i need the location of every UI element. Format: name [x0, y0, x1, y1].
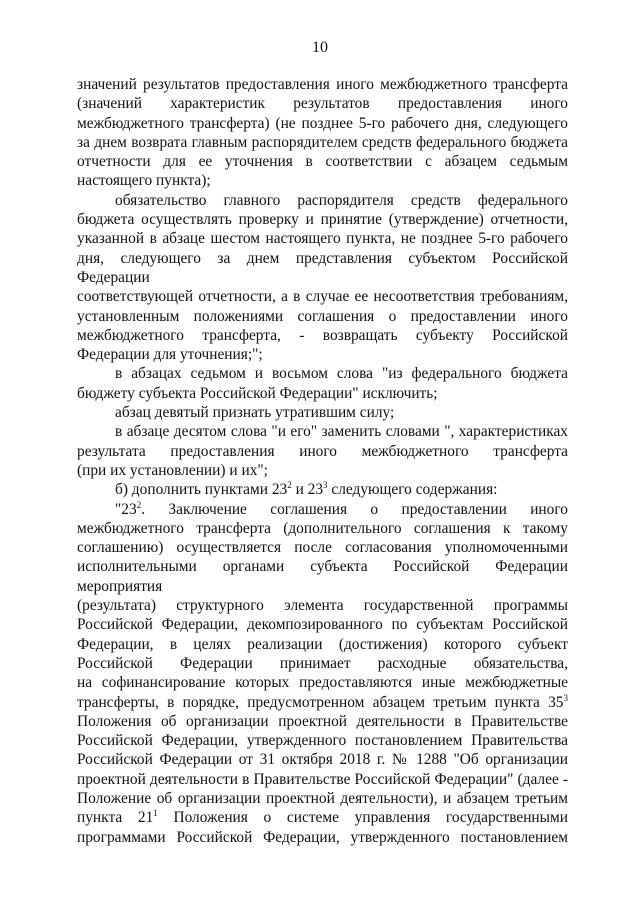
- document-body: [77, 75, 568, 847]
- text-fragment: б) дополнить пунктами 23: [115, 481, 288, 499]
- text-line: межбюджетного трансферта (дополнительного соглашения к такому: [77, 519, 568, 537]
- text-line: соответствующей отчетности, а в случае ее несоответствия требованиям,: [77, 288, 568, 306]
- superscript: 2: [136, 499, 142, 510]
- superscript: 3: [563, 692, 568, 703]
- page-number: 10: [312, 39, 328, 56]
- paragraph-3: [77, 364, 568, 403]
- text-line: установленным положениями соглашения о предоставлении иного: [77, 307, 568, 325]
- text-line: отчетности для ее уточнения в соответствии с абзацем седьмым: [77, 153, 568, 171]
- text-line: абзац девятый признать утратившим силу;: [115, 404, 395, 422]
- text-fragment: следующего содержания:: [327, 481, 498, 499]
- text-line: обязательство главного распорядителя средств федерального: [115, 191, 568, 209]
- text-fragment: "23: [115, 500, 137, 518]
- superscript: 3: [323, 480, 328, 491]
- text-line: (при их установлении) и их";: [77, 461, 268, 479]
- text-line: бюджету субъекта Российской Федерации" исключить;: [77, 384, 438, 402]
- text-line: Российской Федерации от 31 октября 2018 г. № 1288 "Об организации: [77, 751, 568, 769]
- text-line: исполнительными органами субъекта Российской Федерации мероприятия: [77, 558, 568, 595]
- text-fragment: Положения о системе управления государственными: [157, 809, 568, 827]
- text-line: в абзацах седьмом и восьмом слова "из федерального бюджета: [115, 365, 568, 383]
- text-line: Российской Федерации принимает расходные обязательства,: [77, 654, 568, 672]
- text-line: [77, 808, 568, 827]
- text-fragment: . Заключение соглашения о предоставлении иного: [141, 500, 568, 518]
- superscript: 2: [287, 480, 292, 491]
- text-line: указанной в абзаце шестом настоящего пункта, не позднее 5-го рабочего: [77, 230, 568, 248]
- text-line: в абзаце десятом слова "и его" заменить словами ", характеристиках: [115, 423, 568, 441]
- text-line: [77, 500, 568, 519]
- text-line: [77, 693, 568, 712]
- text-fragment: трансферты, в порядке, предусмотренном абзацем третьим пункта 35: [77, 693, 564, 711]
- text-line: [77, 480, 568, 499]
- text-line: Федерации, в целях реализации (достижения) которого субъект: [77, 635, 568, 653]
- text-line: межбюджетного трансферта) (не позднее 5-го рабочего дня, следующего: [77, 114, 568, 132]
- text-line: межбюджетного трансферта, - возвращать субъекту Российской: [77, 326, 568, 344]
- text-line: Российской Федерации, утвержденного постановлением Правительства: [77, 732, 568, 750]
- text-fragment: и 23: [291, 481, 324, 499]
- paragraph-5: [77, 422, 568, 480]
- text-line: настоящего пункта);: [77, 172, 211, 190]
- text-line: Федерации для уточнения;";: [77, 346, 263, 364]
- superscript: 1: [153, 808, 158, 819]
- paragraph-2: [77, 191, 568, 365]
- text-line: дня, следующего за днем представления субъектом Российской Федерации: [77, 249, 568, 286]
- paragraph-6: [77, 480, 568, 499]
- paragraph-7: [77, 500, 568, 847]
- text-line: (результата) структурного элемента государственной программы: [77, 597, 568, 615]
- paragraph-1: [77, 75, 568, 191]
- text-line: (значений характеристик результатов предоставления иного: [77, 95, 568, 113]
- text-line: на софинансирование которых предоставляются иные межбюджетные: [77, 674, 568, 692]
- text-line: за днем возврата главным распорядителем средств федерального бюджета: [77, 133, 568, 151]
- text-line: результата предоставления иного межбюджетного трансферта: [77, 442, 568, 460]
- text-line: Положения об организации проектной деятельности в Правительстве: [77, 712, 568, 730]
- text-line: проектной деятельности в Правительстве Российской Федерации" (далее -: [77, 770, 568, 788]
- text-line: программами Российской Федерации, утвержденного постановлением: [77, 828, 568, 846]
- text-line: Российской Федерации, декомпозированного по субъектам Российской: [77, 616, 568, 634]
- paragraph-4: [77, 403, 568, 422]
- text-line: Положение об организации проектной деятельности), и абзацем третьим: [77, 789, 568, 807]
- text-fragment: пункта 21: [77, 809, 154, 827]
- text-line: бюджета осуществлять проверку и принятие (утверждение) отчетности,: [77, 211, 568, 229]
- text-line: значений результатов предоставления иного межбюджетного трансферта: [77, 76, 568, 93]
- text-line: соглашению) осуществляется после согласования уполномоченными: [77, 539, 568, 557]
